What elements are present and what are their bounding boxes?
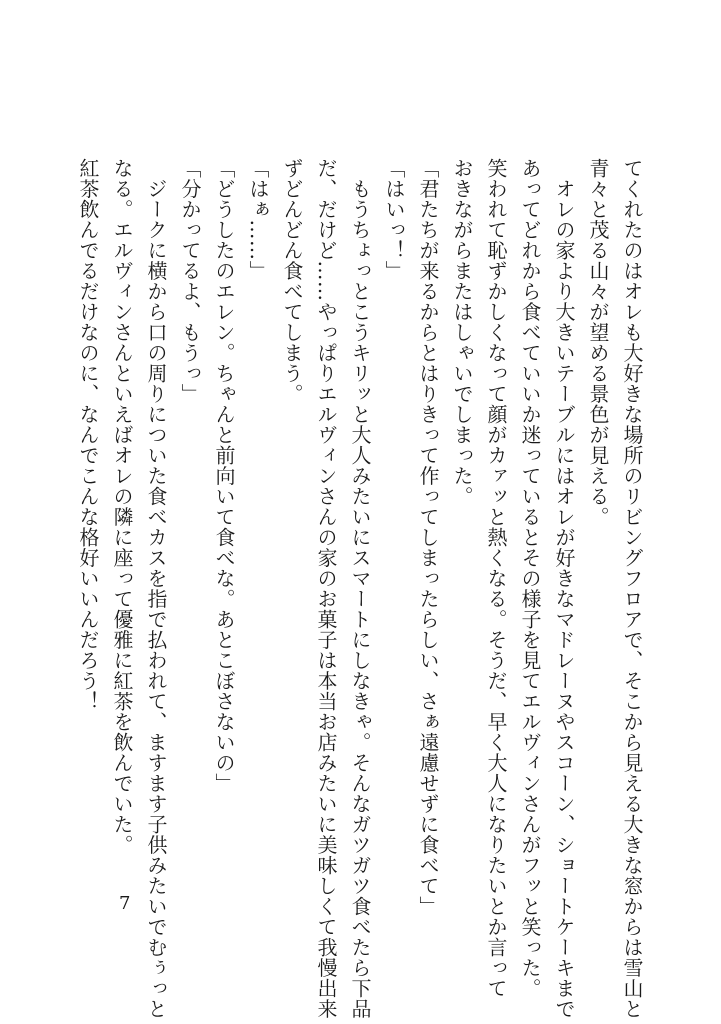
- text-line: てくれたのはオレも大好きな場所のリビングフロアで、そこから見える大きな窓からは雪山と: [620, 158, 644, 1019]
- text-line: あってどれから食べていいか迷っているとその様子を見てエルヴィンさんがフッと笑った。: [518, 158, 542, 999]
- text-line: オレの家より大きいテーブルにはオレが好きなマドレーヌやスコーン、ショートケーキまで: [552, 158, 576, 1019]
- text-line: 紅茶飲んでるだけなのに、なんでこんな格好いいんだろう！: [76, 158, 100, 712]
- text-line: 青々と茂る山々が望める景色が見える。: [586, 158, 610, 527]
- text-line: 「はいっ！」: [382, 158, 406, 281]
- text-line: 「どうしたのエレン。ちゃんと前向いて食べな。あとこぼさないの」: [212, 158, 236, 794]
- text-line: ずどんどん食べてしまう。: [280, 158, 304, 404]
- text-line: おきながらまたはしゃいでしまった。: [450, 158, 474, 507]
- text-line: 「はぁ……」: [246, 158, 270, 281]
- text-line: 笑われて恥ずかしくなって顔がカァッと熱くなる。そうだ、早く大人になりたいとか言って: [484, 158, 508, 999]
- text-line: なる。エルヴィンさんといえばオレの隣に座って優雅に紅茶を飲んでいた。: [110, 158, 134, 855]
- text-line: ジークに横から口の周りについた食べカスを指で払われて、ますます子供みたいでむぅっと: [144, 158, 168, 1019]
- text-line: 「君たちが来るからとはりきって作ってしまったらしい、さぁ遠慮せずに食べて」: [416, 158, 440, 917]
- vertical-text-block: [71, 158, 649, 1019]
- page-number: 7: [119, 893, 131, 914]
- text-line: だ、だけど……やっぱりエルヴィンさんの家のお菓子は本当お店みたいに美味しくて我慢出来: [314, 158, 338, 1019]
- text-line: もうちょっとこうキリッと大人みたいにスマートにしなきゃ。そんなガツガツ食べたら下品: [348, 158, 372, 1019]
- text-line: 「分かってるよ、もうっ」: [178, 158, 202, 404]
